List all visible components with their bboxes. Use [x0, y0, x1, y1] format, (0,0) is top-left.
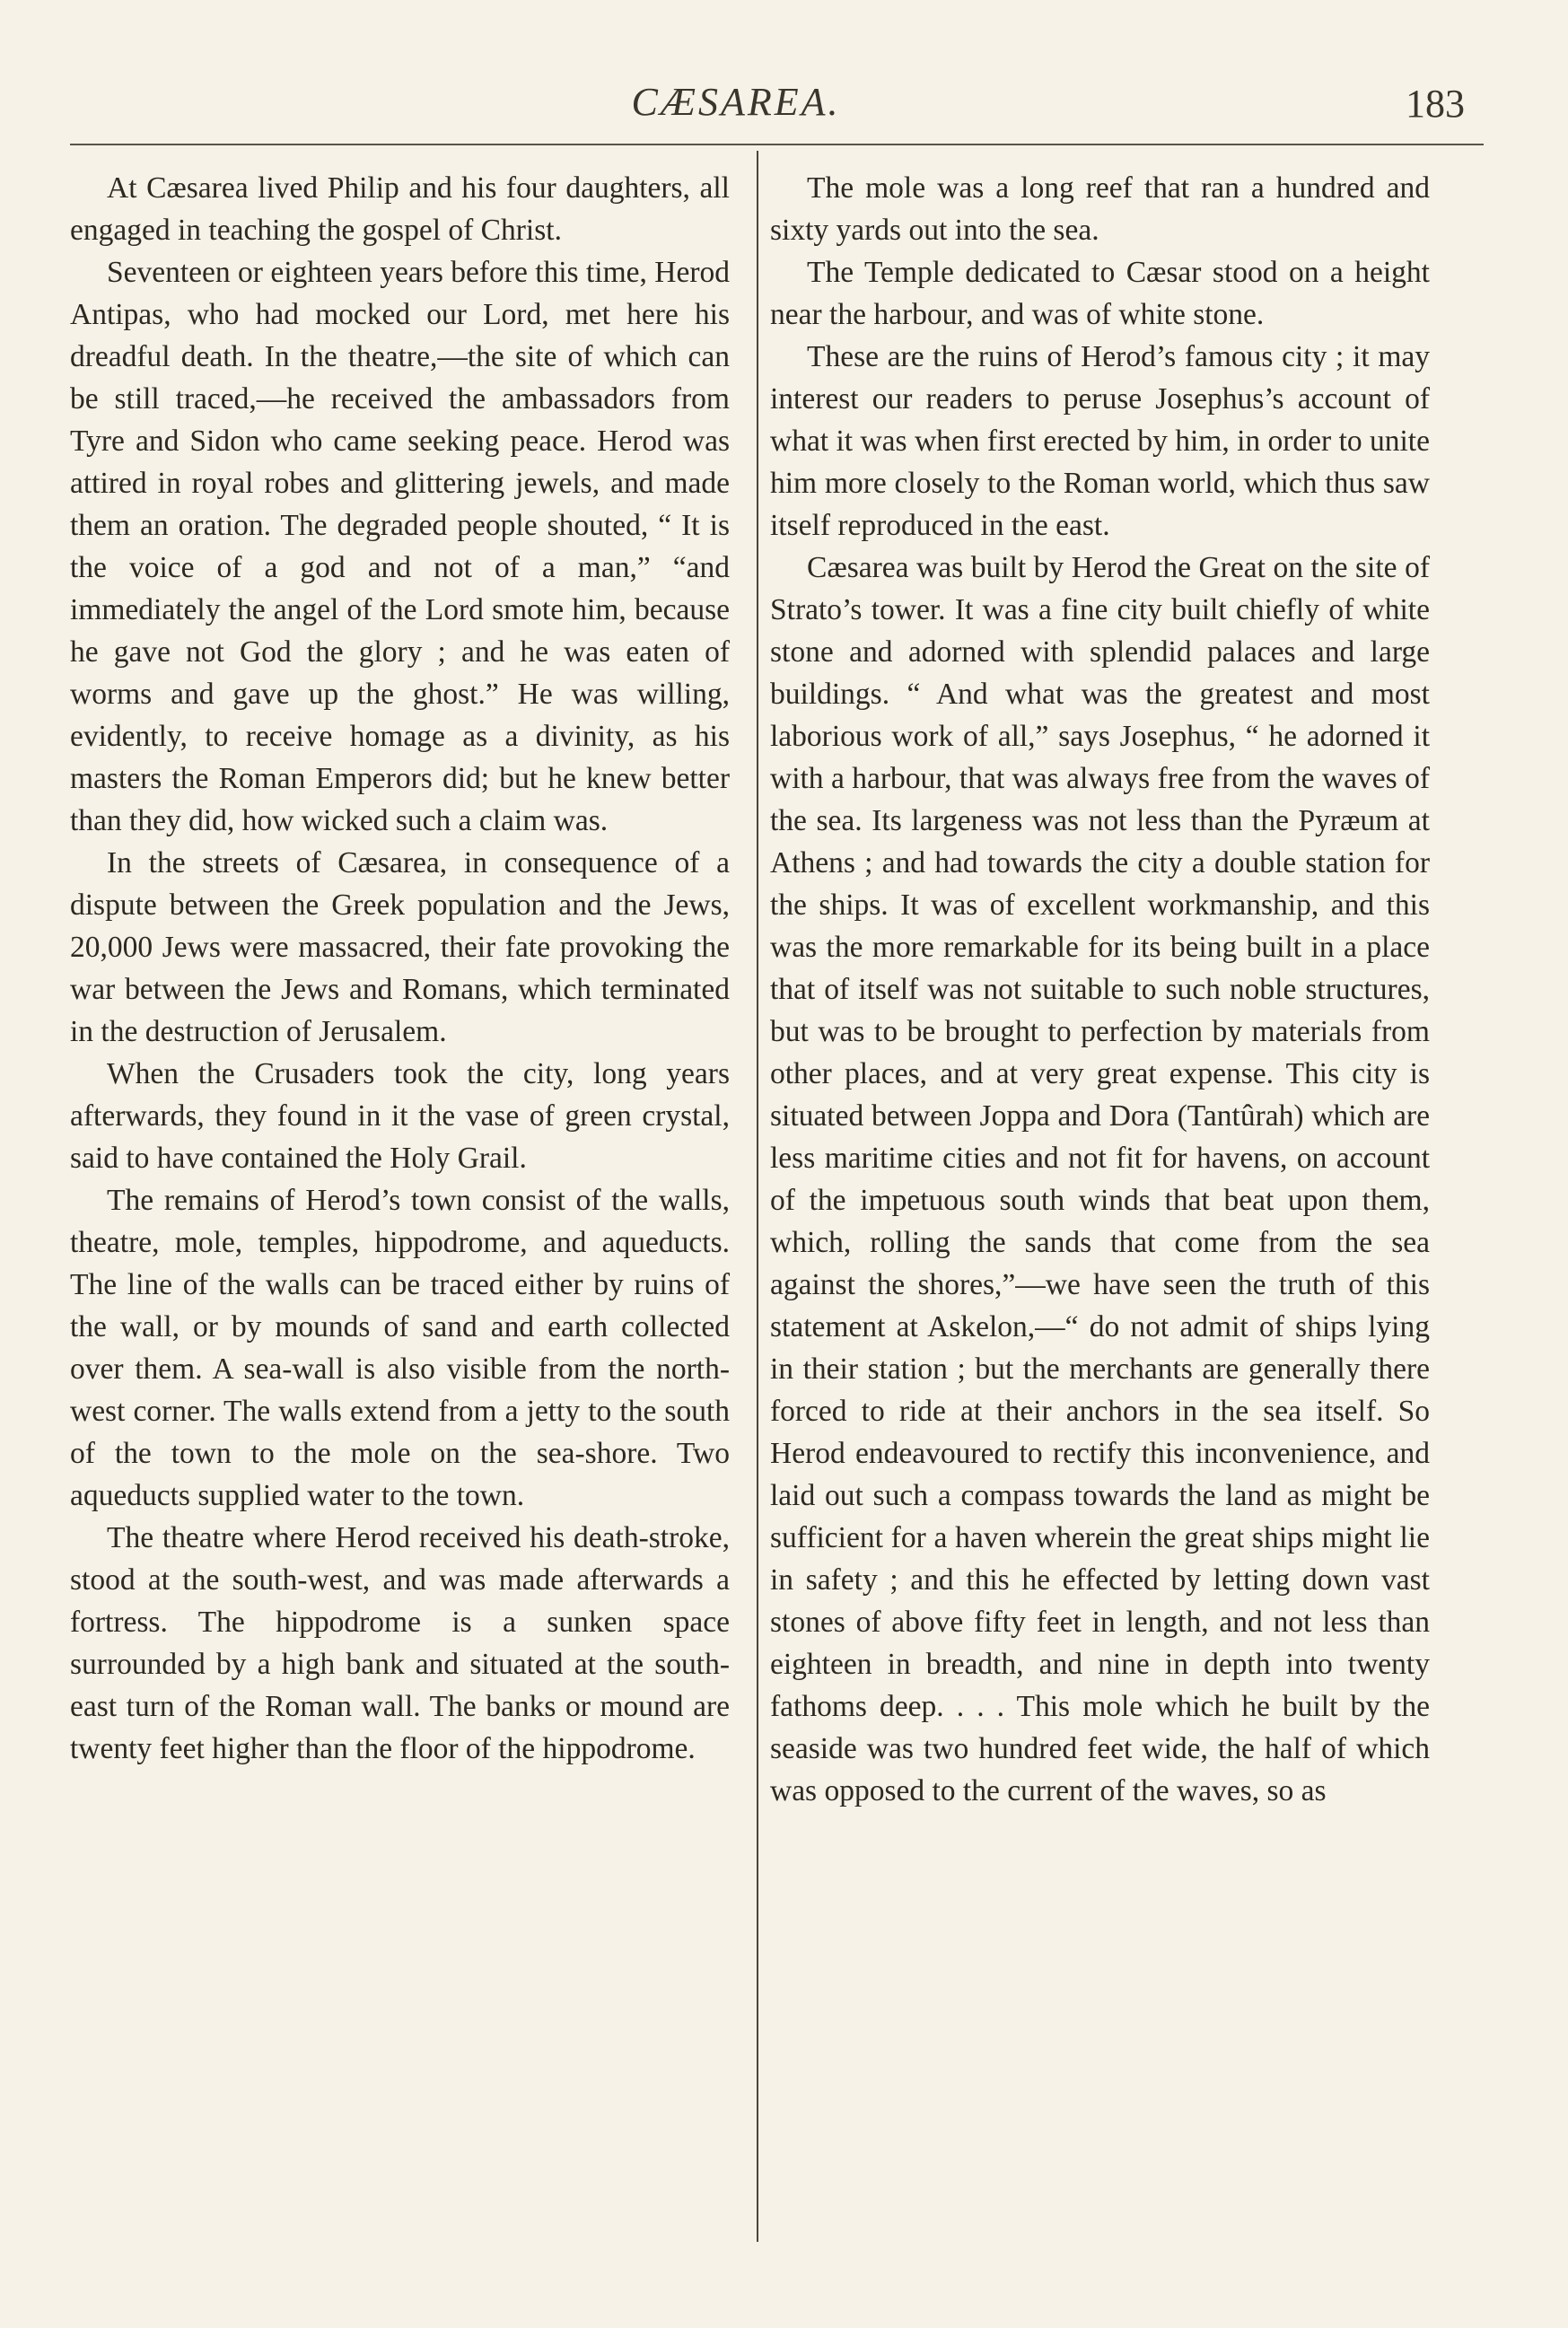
- page-number: 183: [1406, 82, 1465, 126]
- paragraph: In the streets of Cæsarea, in consequence of a dispute between the Greek population and the Jews, 20,000 Jews were massacred, their fate provoking the war between the Jews and Romans, which terminated in the destruction of Jerusalem.: [70, 846, 730, 1048]
- right-column: [770, 167, 1430, 1812]
- paragraph: Seventeen or eighteen years before this time, Herod Antipas, who had mocked our Lord, met here his dreadful death. In the theatre,—the site of which can be still traced,—he received the ambassadors from Tyre and Sidon who came seeking peace. Herod was attired in royal robes and glittering jewels, and made them an oration. The degraded people shouted, “ It is the voice of a god and not of a man,” “and immediately the angel of the Lord smote him, because he gave not God the glory ; and he was eaten of worms and gave up the ghost.” He was willing, evidently, to receive homage as a divinity, as his masters the Roman Emperors did; but he knew better than they did, how wicked such a claim was.: [70, 256, 730, 837]
- paragraph: At Cæsarea lived Philip and his four daughters, all engaged in teaching the gospel of Christ.: [70, 171, 730, 247]
- paragraph: The Temple dedicated to Cæsar stood on a height near the harbour, and was of white stone.: [770, 256, 1430, 331]
- paragraph: The remains of Herod’s town consist of the walls, theatre, mole, temples, hippodrome, and aqueducts. The line of the walls can be traced either by ruins of the wall, or by mounds of sand and earth collected over them. A sea-wall is also visible from the north-west corner. The walls extend from a jetty to the south of the town to the mole on the sea-shore. Two aqueducts supplied water to the town.: [70, 1184, 730, 1512]
- paragraph: When the Crusaders took the city, long years afterwards, they found in it the vase of green crystal, said to have contained the Holy Grail.: [70, 1057, 730, 1175]
- paragraph: Cæsarea was built by Herod the Great on the site of Strato’s tower. It was a fine city built chiefly of white stone and adorned with splendid palaces and large buildings. “ And what was the greatest and most laborious work of all,” says Josephus, “ he adorned it with a harbour, that was always free from the waves of the sea. Its largeness was not less than the Pyræum at Athens ; and had towards the city a double station for the ships. It was of excellent workmanship, and this was the more remarkable for its being built in a place that of itself was not suitable to such noble structures, but was to be brought to perfection by materials from other places, and at very great expense. This city is situated between Joppa and Dora (Tantûrah) which are less maritime cities and not fit for havens, on account of the impetuous south winds that beat upon them, which, rolling the sands that come from the sea against the shores,”—we have seen the truth of this statement at Askelon,—“ do not admit of ships lying in their station ; but the merchants are generally there forced to ride at their anchors in the sea itself. So Herod endeavoured to rectify this inconvenience, and laid out such a compass towards the land as might be sufficient for a haven wherein the great ships might lie in safety ; and this he effected by letting down vast stones of above fifty feet in length, and not less than eighteen in breadth, and nine in depth into twenty fathoms deep. . . . This mole which he built by the seaside was two hundred feet wide, the half of which was opposed to the current of the waves, so as: [770, 551, 1430, 1807]
- left-column: [70, 167, 730, 1770]
- header-rule: [70, 144, 1484, 145]
- running-head: [0, 79, 1568, 133]
- paragraph: These are the ruins of Herod’s famous city ; it may interest our readers to peruse Josephus’s account of what it was when first erected by him, in order to unite him more closely to the Roman world, which thus saw itself reproduced in the east.: [770, 340, 1430, 542]
- page-title: CÆSAREA.: [631, 80, 841, 124]
- column-divider: [757, 151, 758, 2242]
- paragraph: The theatre where Herod received his death-stroke, stood at the south-west, and was made afterwards a fortress. The hippodrome is a sunken space surrounded by a high bank and situated at the south-east turn of the Roman wall. The banks or mound are twenty feet higher than the floor of the hippodrome.: [70, 1521, 730, 1765]
- paragraph: The mole was a long reef that ran a hundred and sixty yards out into the sea.: [770, 171, 1430, 247]
